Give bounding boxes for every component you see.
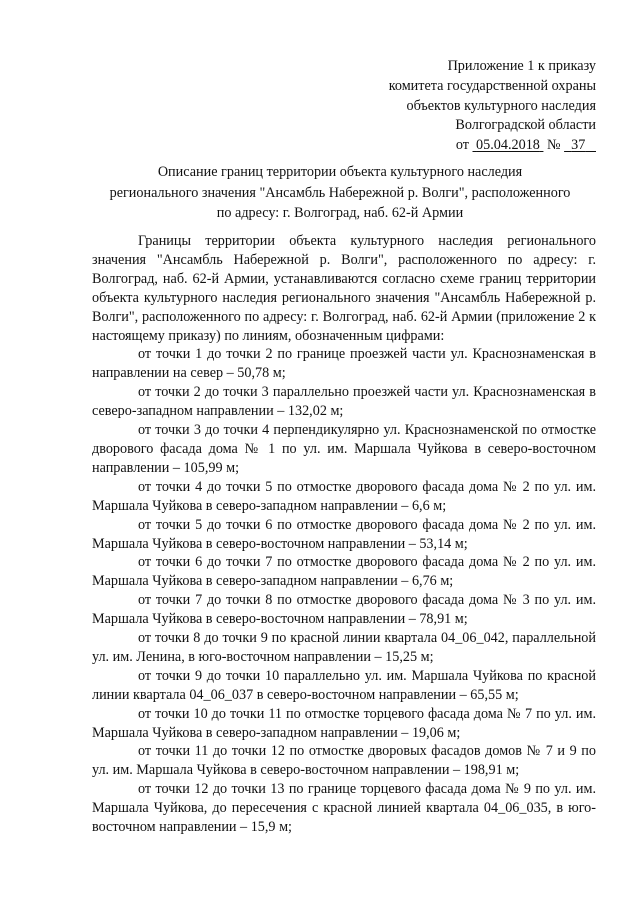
boundary-item: от точки 11 до точки 12 по отмостке дворовых фасадов домов № 7 и 9 по ул. им. Маршала Чуйкова в северо-восточном направлении – 198,91 м; (92, 743, 596, 779)
number-label: № (546, 137, 561, 154)
boundary-item: от точки 7 до точки 8 по отмостке дворового фасада дома № 3 по ул. им. Маршала Чуйкова в северо-восточном направлении – 78,91 м; (92, 592, 596, 628)
boundary-item: от точки 10 до точки 11 по отмостке торцевого фасада дома № 7 по ул. им. Маршала Чуйкова в северо-западном направлении – 19,06 м; (92, 705, 596, 741)
boundary-item: от точки 6 до точки 7 по отмостке дворового фасада дома № 2 по ул. им. Маршала Чуйкова в северо-западном направлении – 6,76 м; (92, 554, 596, 590)
boundary-item: от точки 12 до точки 13 по границе торцевого фасада дома № 9 по ул. им. Маршала Чуйкова, до пересечения с красной линией квартала 04_06_035, в юго-восточном направлении – 15,9 м; (92, 781, 596, 836)
boundary-item: от точки 2 до точки 3 параллельно проезжей части ул. Краснознаменская в северо-западном направлении – 132,02 м; (92, 384, 596, 420)
appendix-header (389, 57, 596, 156)
boundary-item: от точки 9 до точки 10 параллельно ул. им. Маршала Чуйкова по красной линии квартала 04_06_037 в северо-восточном направлении – 65,55 м; (92, 667, 596, 703)
appendix-line-3: объектов культурного наследия (406, 97, 596, 114)
boundary-item: от точки 1 до точки 2 по границе проезжей части ул. Краснознаменская в направлении на север – 50,78 м; (92, 346, 596, 382)
appendix-date-line (389, 136, 596, 156)
order-date: 05.04.2018 (476, 137, 540, 154)
order-number: 37 (571, 137, 586, 154)
title-line-2: регионального значения "Ансамбль Набережной р. Волги", расположенного (109, 184, 571, 201)
boundary-item: от точки 5 до точки 6 по отмостке дворового фасада дома № 2 по ул. им. Маршала Чуйкова в северо-восточном направлении – 53,14 м; (92, 516, 596, 552)
from-label: от (455, 137, 469, 154)
appendix-line-1: Приложение 1 к приказу (447, 58, 596, 74)
appendix-line-2: комитета государственной охраны (388, 77, 596, 94)
document-body (92, 232, 596, 837)
document-title (60, 162, 620, 224)
intro-paragraph: Границы территории объекта культурного наследия регионального значения "Ансамбль Набережной р. Волги", расположенного по адресу: г. Волгоград, наб. 62-й Армии, устанавливаются согласно схеме границ территории объекта культурного наследия регионального значения "Ансамбль Набережной р. Волги", расположенного по адресу: г. Волгоград, наб. 62-й Армии (приложение 2 к настоящему приказу) по линиям, обозначенным цифрами: (92, 233, 596, 344)
title-line-3: по адресу: г. Волгоград, наб. 62-й Армии (216, 205, 464, 221)
boundary-item: от точки 8 до точки 9 по красной линии квартала 04_06_042, параллельной ул. им. Ленина, в юго-восточном направлении – 15,25 м; (92, 630, 596, 665)
boundary-item: от точки 4 до точки 5 по отмостке дворового фасада дома № 2 по ул. им. Маршала Чуйкова в северо-западном направлении – 6,6 м; (92, 478, 596, 514)
title-line-1: Описание границ территории объекта культурного наследия (157, 164, 523, 180)
boundary-item: от точки 3 до точки 4 перпендикулярно ул. Краснознаменской по отмостке дворового фасада дома № 1 по ул. им. Маршала Чуйкова в северо-восточном направлении – 105,99 м; (92, 422, 596, 476)
appendix-line-4: Волгоградской области (455, 117, 596, 134)
